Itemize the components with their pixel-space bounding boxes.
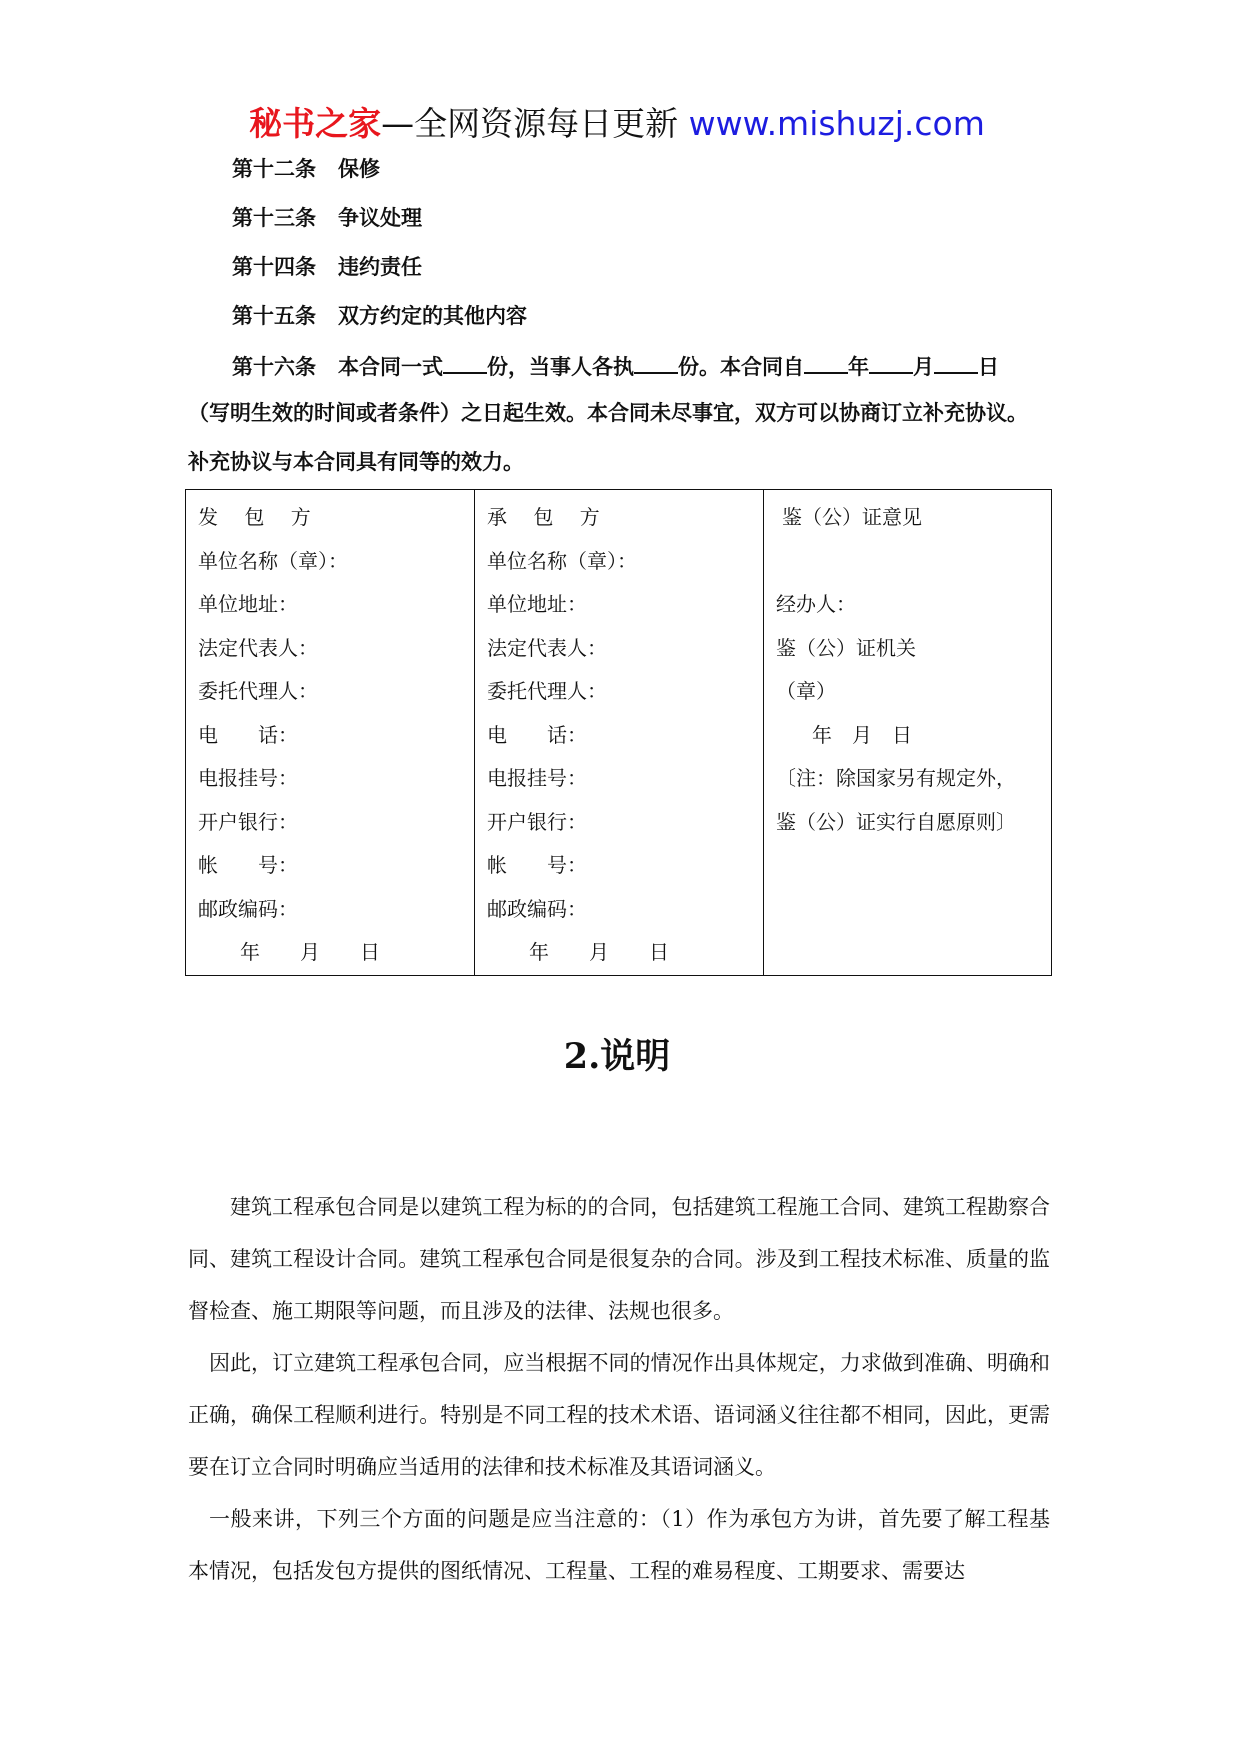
contractor-field: 单位地址：	[487, 592, 587, 616]
banner-brand: 秘书之家	[249, 104, 382, 143]
article-number: 第十四条	[232, 254, 316, 279]
article-14	[232, 252, 422, 282]
article-16-line1	[232, 350, 999, 382]
notary-note-line1: 〔注：除国家另有规定外，	[776, 766, 1016, 790]
banner-url-link[interactable]: www.mishuzj.com	[688, 104, 985, 143]
body-paragraph-2: 因此，订立建筑工程承包合同，应当根据不同的情况作出具体规定，力求做到准确、明确和正确，确保工程顺利进行。特别是不同工程的技术术语、语词涵义往往都不相同，因此，更需要在订立合同时明确应当适用的法律和技术标准及其语词涵义。	[188, 1351, 1050, 1479]
contractor-field: 委托代理人：	[487, 679, 607, 703]
notary-header: 鉴（公）证意见	[782, 505, 922, 529]
contractor-cell	[475, 490, 764, 976]
contractor-field: 单位名称（章）：	[487, 548, 637, 573]
employer-field: 电 话：	[198, 722, 298, 747]
body-paragraph-1: 建筑工程承包合同是以建筑工程为标的的合同，包括建筑工程施工合同、建筑工程勘察合同、建筑工程设计合同。建筑工程承包合同是很复杂的合同。涉及到工程技术标准、质量的监督检查、施工期限等问题，而且涉及的法律、法规也很多。	[188, 1195, 1050, 1323]
notary-cell	[764, 490, 1052, 976]
employer-field: 电报挂号：	[198, 766, 298, 790]
notary-note-line2: 鉴（公）证实行自愿原则〕	[776, 809, 1016, 834]
article-16-line2: （写明生效的时间或者条件）之日起生效。本合同未尽事宜，双方可以协商订立补充协议。	[188, 400, 1028, 425]
article-number: 第十五条	[232, 303, 316, 328]
notary-handler: 经办人：	[776, 592, 856, 616]
notary-seal: （章）	[776, 679, 836, 703]
signature-table	[185, 489, 1052, 976]
employer-header: 发 包 方	[198, 505, 311, 529]
each-copies-blank	[634, 350, 678, 374]
article-13	[232, 203, 422, 233]
article-16-seg2: 份，当事人各执	[487, 354, 634, 379]
article-number: 第十二条	[232, 156, 316, 181]
article-title: 保修	[338, 156, 380, 181]
contractor-header: 承 包 方	[487, 505, 600, 529]
article-16-seg3: 份。本合同自	[678, 354, 804, 379]
contractor-date: 年 月 日	[529, 940, 669, 964]
notary-date: 年 月 日	[812, 722, 912, 747]
contractor-field: 邮政编码：	[487, 896, 587, 921]
employer-date: 年 月 日	[240, 940, 380, 964]
body-paragraph-3: 一般来讲，下列三个方面的问题是应当注意的：（1）作为承包方为讲，首先要了解工程基本情况，包括发包方提供的图纸情况、工程量、工程的难易程度、工期要求、需要达	[188, 1507, 1050, 1583]
contractor-field: 帐 号：	[487, 853, 587, 877]
contractor-field: 法定代表人：	[487, 635, 607, 660]
employer-field: 单位名称（章）：	[198, 548, 348, 573]
article-16-day: 日	[978, 354, 999, 379]
contractor-field: 开户银行：	[487, 809, 587, 834]
notary-spacer	[776, 540, 1051, 584]
article-number: 第十六条	[232, 354, 316, 379]
day-blank	[934, 350, 978, 374]
article-number: 第十三条	[232, 205, 316, 230]
employer-field: 法定代表人：	[198, 635, 318, 660]
article-15	[232, 301, 527, 331]
notary-authority: 鉴（公）证机关	[776, 635, 916, 660]
banner-tagline: —全网资源每日更新	[381, 104, 689, 143]
article-16-line3: 补充协议与本合同具有同等的效力。	[188, 449, 524, 474]
article-12	[232, 154, 380, 184]
year-blank	[804, 350, 848, 374]
article-16-year: 年	[848, 354, 869, 379]
article-title: 双方约定的其他内容	[338, 303, 527, 328]
site-banner	[0, 102, 1234, 146]
article-title: 违约责任	[338, 254, 422, 279]
copies-blank	[443, 350, 487, 374]
contractor-field: 电 话：	[487, 722, 587, 747]
section-title: 2.说明	[563, 1036, 671, 1077]
employer-field: 邮政编码：	[198, 896, 298, 921]
employer-field: 开户银行：	[198, 809, 298, 834]
contractor-field: 电报挂号：	[487, 766, 587, 790]
month-blank	[869, 350, 913, 374]
article-title: 争议处理	[338, 205, 422, 230]
article-16-month: 月	[913, 354, 934, 379]
employer-field: 单位地址：	[198, 592, 298, 616]
employer-cell	[186, 490, 475, 976]
employer-field: 委托代理人：	[198, 679, 318, 703]
employer-field: 帐 号：	[198, 853, 298, 877]
article-16-seg1: 本合同一式	[338, 354, 443, 379]
